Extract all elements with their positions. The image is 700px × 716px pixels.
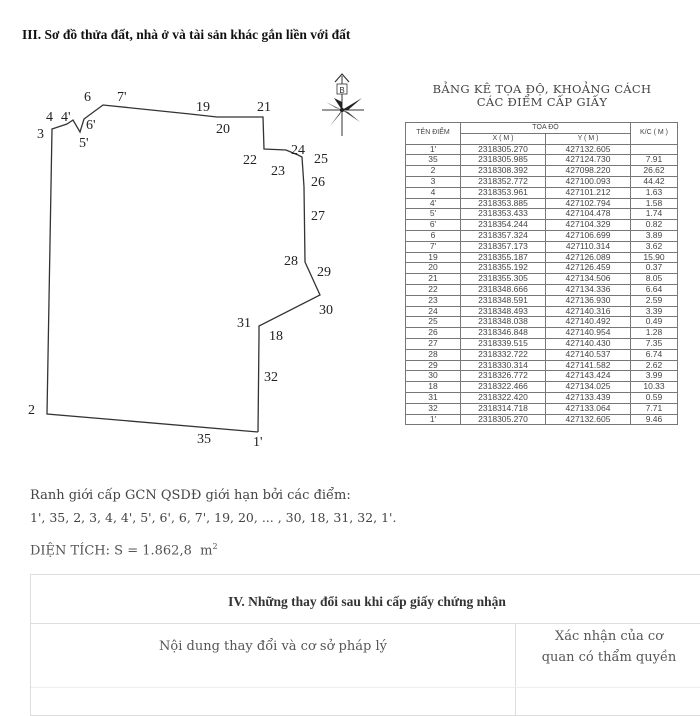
- cell-distance: 1.58: [631, 198, 678, 209]
- cell-point-name: 18: [406, 382, 461, 393]
- point-label-4: 4: [46, 110, 53, 125]
- boundary-points: 1', 35, 2, 3, 4, 4', 5', 6', 6, 7', 19, 20, ... , 30, 18, 31, 32, 1'.: [30, 510, 397, 525]
- cell-point-name: 2: [406, 166, 461, 177]
- changes-confirm-line1: Xác nhận của cơ: [554, 629, 664, 644]
- cell-y: 427100.093: [546, 176, 631, 187]
- point-label-19: 19: [196, 100, 210, 115]
- point-label-20: 20: [216, 122, 230, 137]
- table-row: [406, 403, 678, 414]
- point-label-5p: 5': [79, 136, 89, 151]
- changes-confirm-line2: quan có thẩm quyền: [541, 650, 677, 665]
- header-point-name: TÊN ĐIỂM: [406, 123, 461, 145]
- cell-point-name: 1': [406, 414, 461, 425]
- cell-y: 427102.794: [546, 198, 631, 209]
- table-row: [406, 360, 678, 371]
- cell-y: 427140.430: [546, 338, 631, 349]
- cell-y: 427126.089: [546, 252, 631, 263]
- point-label-24: 24: [291, 143, 305, 158]
- table-row: [406, 338, 678, 349]
- table-row: [406, 252, 678, 263]
- cell-y: 427140.537: [546, 349, 631, 360]
- table-row: [406, 166, 678, 177]
- header-y: Y ( M ): [546, 133, 631, 144]
- cell-y: 427133.064: [546, 403, 631, 414]
- cell-distance: 44.42: [631, 176, 678, 187]
- cell-point-name: 35: [406, 155, 461, 166]
- cell-y: 427124.730: [546, 155, 631, 166]
- cell-y: 427140.492: [546, 317, 631, 328]
- cell-distance: [631, 144, 678, 155]
- cell-distance: 10.33: [631, 382, 678, 393]
- table-row: [406, 220, 678, 231]
- cell-x: 2318332.722: [461, 349, 546, 360]
- cell-x: 2318353.961: [461, 187, 546, 198]
- cell-point-name: 30: [406, 371, 461, 382]
- cell-point-name: 5': [406, 209, 461, 220]
- table-row: [406, 176, 678, 187]
- table-row: [406, 230, 678, 241]
- point-label-23: 23: [271, 164, 285, 179]
- north-arrow-icon: [322, 72, 372, 138]
- header-coordinates: TỌA ĐỘ: [461, 123, 631, 134]
- cell-distance: 1.28: [631, 328, 678, 339]
- point-label-31: 31: [237, 316, 251, 331]
- divider: [31, 623, 700, 624]
- point-label-22: 22: [243, 153, 257, 168]
- cell-x: 2318322.466: [461, 382, 546, 393]
- table-row: [406, 241, 678, 252]
- cell-x: 2318357.173: [461, 241, 546, 252]
- cell-y: 427143.424: [546, 371, 631, 382]
- land-plot-sketch: [0, 0, 400, 470]
- cell-y: 427140.316: [546, 306, 631, 317]
- cell-y: 427141.582: [546, 360, 631, 371]
- cell-y: 427098.220: [546, 166, 631, 177]
- cell-point-name: 32: [406, 403, 461, 414]
- table-row: [406, 295, 678, 306]
- cell-point-name: 23: [406, 295, 461, 306]
- cell-distance: 2.62: [631, 360, 678, 371]
- cell-x: 2318348.493: [461, 306, 546, 317]
- changes-confirm-header: [515, 626, 700, 668]
- table-row: [406, 274, 678, 285]
- cell-y: 427104.329: [546, 220, 631, 231]
- cell-x: 2318353.885: [461, 198, 546, 209]
- cell-x: 2318348.038: [461, 317, 546, 328]
- table-row: [406, 414, 678, 425]
- cell-x: 2318346.848: [461, 328, 546, 339]
- cell-x: 2318355.192: [461, 263, 546, 274]
- cell-x: 2318308.392: [461, 166, 546, 177]
- cell-distance: 0.49: [631, 317, 678, 328]
- cell-distance: 1.63: [631, 187, 678, 198]
- cell-distance: 3.62: [631, 241, 678, 252]
- cell-point-name: 24: [406, 306, 461, 317]
- table-row: [406, 317, 678, 328]
- cell-point-name: 4: [406, 187, 461, 198]
- cell-x: 2318314.718: [461, 403, 546, 414]
- point-label-3: 3: [37, 127, 44, 142]
- table-row: [406, 144, 678, 155]
- table-row: [406, 349, 678, 360]
- cell-x: 2318352.772: [461, 176, 546, 187]
- table-row: [406, 155, 678, 166]
- cell-y: 427110.314: [546, 241, 631, 252]
- point-label-18: 18: [269, 329, 283, 344]
- area-label: DIỆN TÍCH: S =: [30, 543, 143, 559]
- cell-point-name: 4': [406, 198, 461, 209]
- cell-point-name: 21: [406, 274, 461, 285]
- cell-distance: 1.74: [631, 209, 678, 220]
- cell-point-name: 19: [406, 252, 461, 263]
- cell-x: 2318348.591: [461, 295, 546, 306]
- cell-point-name: 27: [406, 338, 461, 349]
- point-label-35: 35: [197, 432, 211, 447]
- cell-point-name: 31: [406, 392, 461, 403]
- cell-y: 427134.025: [546, 382, 631, 393]
- cell-x: 2318326.772: [461, 371, 546, 382]
- area-unit-sup: 2: [212, 542, 218, 551]
- cell-distance: 0.59: [631, 392, 678, 403]
- table-row: [406, 392, 678, 403]
- changes-section: [30, 574, 700, 716]
- cell-distance: 9.46: [631, 414, 678, 425]
- header-x: X ( M ): [461, 133, 546, 144]
- cell-x: 2318355.305: [461, 274, 546, 285]
- cell-x: 2318339.515: [461, 338, 546, 349]
- boundary-intro: Ranh giới cấp GCN QSDĐ giới hạn bởi các điểm:: [30, 488, 351, 503]
- cell-distance: 6.64: [631, 284, 678, 295]
- changes-title: IV. Những thay đổi sau khi cấp giấy chứng nhận: [228, 594, 506, 609]
- coordinate-table: [405, 122, 678, 425]
- cell-distance: 6.74: [631, 349, 678, 360]
- cell-distance: 2.59: [631, 295, 678, 306]
- table-row: [406, 306, 678, 317]
- cell-point-name: 1': [406, 144, 461, 155]
- cell-x: 2318355.187: [461, 252, 546, 263]
- table-row: [406, 263, 678, 274]
- table-row: [406, 187, 678, 198]
- point-label-4p: 4': [61, 110, 71, 125]
- plot-boundary: [47, 105, 320, 432]
- table-row: [406, 371, 678, 382]
- cell-x: 2318305.270: [461, 414, 546, 425]
- coordinate-table-title-line2: CÁC ĐIỂM CẤP GIẤY: [476, 95, 608, 109]
- cell-y: 427132.605: [546, 144, 631, 155]
- point-label-7p: 7': [117, 90, 127, 105]
- cell-distance: 0.82: [631, 220, 678, 231]
- cell-x: 2318330.314: [461, 360, 546, 371]
- cell-point-name: 28: [406, 349, 461, 360]
- point-label-26: 26: [311, 175, 325, 190]
- cell-x: 2318354.244: [461, 220, 546, 231]
- cell-point-name: 20: [406, 263, 461, 274]
- cell-point-name: 26: [406, 328, 461, 339]
- cell-distance: 3.89: [631, 230, 678, 241]
- cell-y: 427134.336: [546, 284, 631, 295]
- cell-distance: 15.90: [631, 252, 678, 263]
- cell-y: 427106.699: [546, 230, 631, 241]
- cell-y: 427133.439: [546, 392, 631, 403]
- cell-point-name: 25: [406, 317, 461, 328]
- cell-distance: 26.62: [631, 166, 678, 177]
- cell-point-name: 29: [406, 360, 461, 371]
- point-label-1p: 1': [253, 435, 263, 450]
- coordinate-table-body: [406, 144, 678, 425]
- divider: [31, 687, 700, 688]
- point-label-6p: 6': [86, 118, 96, 133]
- cell-y: 427104.478: [546, 209, 631, 220]
- area-line: [30, 542, 218, 558]
- point-label-30: 30: [319, 303, 333, 318]
- cell-x: 2318305.985: [461, 155, 546, 166]
- cell-y: 427126.459: [546, 263, 631, 274]
- cell-point-name: 6: [406, 230, 461, 241]
- cell-y: 427134.506: [546, 274, 631, 285]
- cell-point-name: 3: [406, 176, 461, 187]
- coordinate-table-title: [412, 83, 672, 109]
- point-label-29: 29: [317, 265, 331, 280]
- cell-y: 427136.930: [546, 295, 631, 306]
- table-row: [406, 328, 678, 339]
- cell-distance: 7.71: [631, 403, 678, 414]
- cell-distance: 0.37: [631, 263, 678, 274]
- cell-x: 2318357.324: [461, 230, 546, 241]
- cell-y: 427132.605: [546, 414, 631, 425]
- changes-content-header: Nội dung thay đổi và cơ sở pháp lý: [159, 639, 387, 654]
- cell-y: 427140.954: [546, 328, 631, 339]
- cell-distance: 3.39: [631, 306, 678, 317]
- cell-distance: 8.05: [631, 274, 678, 285]
- area-unit: m: [200, 543, 213, 559]
- header-distance: K/C ( M ): [631, 123, 678, 145]
- table-row: [406, 209, 678, 220]
- cell-point-name: 6': [406, 220, 461, 231]
- cell-x: 2318353.433: [461, 209, 546, 220]
- cell-distance: 7.35: [631, 338, 678, 349]
- area-value: 1.862,8: [142, 543, 192, 559]
- cell-x: 2318322.420: [461, 392, 546, 403]
- point-label-32: 32: [264, 370, 278, 385]
- point-label-6: 6: [84, 90, 91, 105]
- cell-distance: 7.91: [631, 155, 678, 166]
- cell-point-name: 7': [406, 241, 461, 252]
- cell-x: 2318305.270: [461, 144, 546, 155]
- table-row: [406, 198, 678, 209]
- point-label-2: 2: [28, 403, 35, 418]
- cell-distance: 3.99: [631, 371, 678, 382]
- svg-text:B: B: [339, 86, 345, 95]
- coordinate-table-title-line1: BẢNG KÊ TỌA ĐỘ, KHOẢNG CÁCH: [432, 82, 652, 96]
- cell-point-name: 22: [406, 284, 461, 295]
- point-label-28: 28: [284, 254, 298, 269]
- point-label-27: 27: [311, 209, 325, 224]
- section-title: III. Sơ đồ thửa đất, nhà ở và tài sản khác gắn liền với đất: [22, 27, 351, 42]
- point-label-25: 25: [314, 152, 328, 167]
- table-row: [406, 284, 678, 295]
- table-row: [406, 382, 678, 393]
- point-label-21: 21: [257, 100, 271, 115]
- cell-x: 2318348.666: [461, 284, 546, 295]
- cell-y: 427101.212: [546, 187, 631, 198]
